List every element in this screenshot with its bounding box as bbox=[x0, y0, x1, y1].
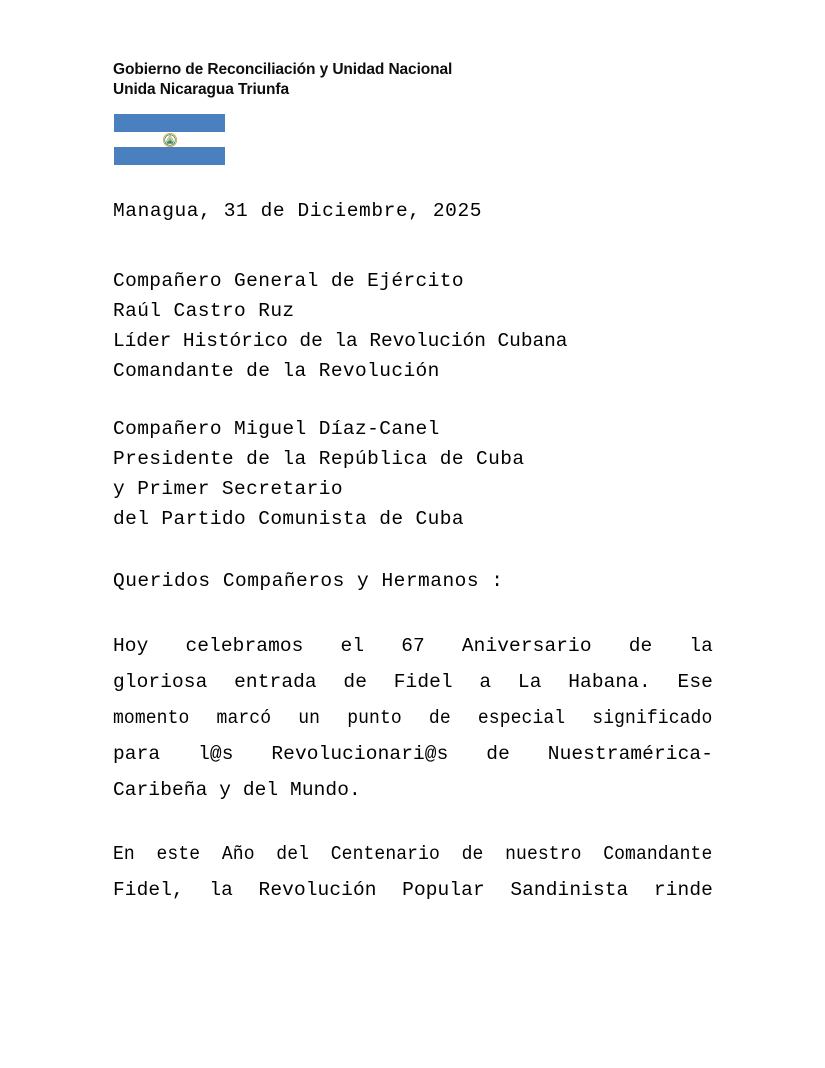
word: Comandante bbox=[603, 843, 713, 865]
spacer bbox=[113, 808, 713, 836]
word: significado bbox=[592, 707, 713, 729]
letter-paragraph-2 bbox=[113, 836, 713, 908]
letter-paragraph-1 bbox=[113, 628, 713, 808]
word: del bbox=[276, 843, 310, 865]
word: marcó bbox=[216, 707, 272, 729]
word: este bbox=[156, 843, 201, 865]
word: entrada bbox=[234, 671, 317, 693]
addressee-2-line-2: Presidente de la República de Cuba bbox=[113, 448, 525, 470]
word: Sandinista bbox=[510, 879, 629, 901]
word: Nuestramérica- bbox=[547, 743, 713, 765]
paragraph-1-line-5: Caribeña y del Mundo. bbox=[113, 779, 361, 801]
word: nuestro bbox=[505, 843, 582, 865]
word: gloriosa bbox=[113, 671, 208, 693]
addressee-block-raul-castro bbox=[113, 266, 713, 386]
spacer bbox=[113, 534, 713, 566]
addressee-block-diaz-canel bbox=[113, 414, 713, 534]
addressee-2-line-4: del Partido Comunista de Cuba bbox=[113, 508, 464, 530]
word: Popular bbox=[402, 879, 485, 901]
word: Revolución bbox=[258, 879, 377, 901]
spacer bbox=[113, 596, 713, 628]
addressee-2-line-3: y Primer Secretario bbox=[113, 478, 343, 500]
word: Revolucionari@s bbox=[271, 743, 449, 765]
word: de bbox=[486, 743, 510, 765]
word: de bbox=[628, 635, 653, 657]
word: Centenario bbox=[330, 843, 440, 865]
word: 67 bbox=[401, 635, 425, 657]
word: a bbox=[479, 671, 492, 693]
flag-stripe-top-blue bbox=[114, 114, 225, 132]
word: Ese bbox=[677, 671, 713, 693]
addressee-1-line-3: Líder Histórico de la Revolución Cubana bbox=[113, 330, 568, 352]
addressee-1-line-2: Raúl Castro Ruz bbox=[113, 300, 295, 322]
flag-stripe-bottom-blue bbox=[114, 147, 225, 165]
nicaragua-coat-of-arms-icon bbox=[161, 132, 178, 147]
addressee-2-line-1: Compañero Miguel Díaz-Canel bbox=[113, 418, 440, 440]
spacer bbox=[113, 226, 713, 266]
word: especial bbox=[477, 707, 566, 729]
word: En bbox=[113, 843, 135, 865]
word: La bbox=[517, 671, 542, 693]
word: de bbox=[428, 707, 451, 729]
paragraph-1-line-3 bbox=[113, 700, 712, 736]
paragraph-2-line-2 bbox=[113, 872, 713, 908]
flag-stripe-middle-white bbox=[114, 132, 225, 147]
word: l@s bbox=[198, 743, 234, 765]
letter-salutation: Queridos Compañeros y Hermanos : bbox=[113, 570, 504, 592]
word: el bbox=[340, 635, 365, 657]
word: momento bbox=[113, 707, 190, 729]
letterhead-line-1: Gobierno de Reconciliación y Unidad Nacional bbox=[113, 61, 453, 78]
word: la bbox=[209, 879, 233, 901]
word: para bbox=[113, 743, 161, 765]
word: Año bbox=[221, 843, 255, 865]
addressee-1-line-4: Comandante de la Revolución bbox=[113, 360, 440, 382]
word: punto bbox=[347, 707, 402, 729]
word: de bbox=[461, 843, 484, 865]
paragraph-2-line-1 bbox=[113, 836, 712, 872]
nicaragua-flag-icon bbox=[114, 114, 225, 165]
word: Hoy bbox=[113, 635, 149, 657]
word: Fidel, bbox=[113, 879, 184, 901]
word: rinde bbox=[653, 879, 713, 901]
word: Fidel bbox=[393, 671, 453, 693]
letter-body bbox=[113, 196, 713, 908]
word: Aniversario bbox=[461, 635, 592, 657]
word: la bbox=[689, 635, 713, 657]
spacer bbox=[113, 386, 713, 414]
letterhead bbox=[113, 60, 733, 99]
paragraph-1-line-1 bbox=[113, 628, 713, 664]
word: celebramos bbox=[185, 635, 304, 657]
paragraph-1-line-4 bbox=[113, 736, 713, 772]
letter-date: Managua, 31 de Diciembre, 2025 bbox=[113, 200, 483, 222]
addressee-1-line-1: Compañero General de Ejército bbox=[113, 270, 464, 292]
letterhead-line-2: Unida Nicaragua Triunfa bbox=[113, 80, 289, 98]
word: Habana. bbox=[568, 671, 651, 693]
word: de bbox=[343, 671, 368, 693]
paragraph-1-line-2 bbox=[113, 664, 713, 700]
word: un bbox=[298, 707, 321, 729]
